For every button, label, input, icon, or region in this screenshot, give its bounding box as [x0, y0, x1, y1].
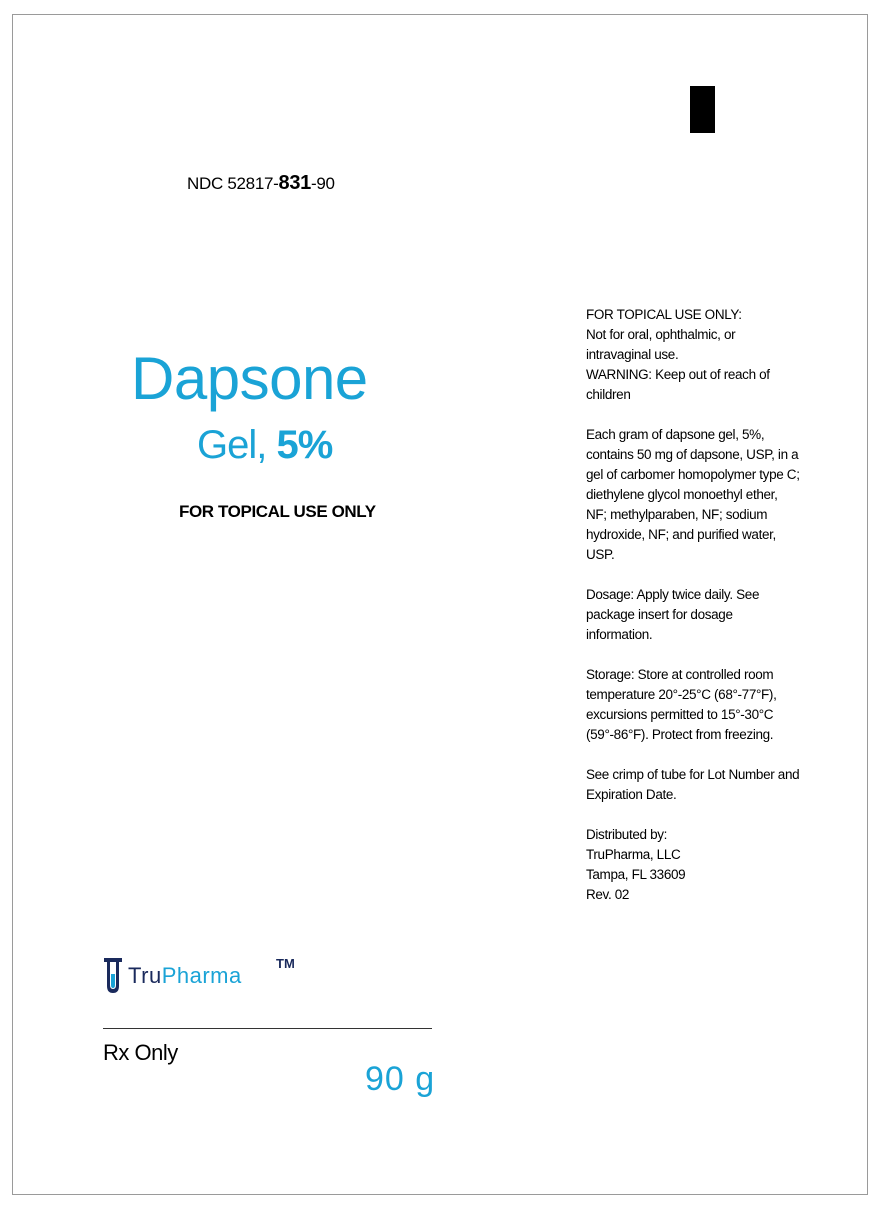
logo-wordmark: TruPharma — [128, 963, 242, 988]
composition-block: Each gram of dapsone gel, 5%, contains 50 mg of dapsone, USP, in a gel of carbomer homopolymer type C; diethylene glycol monoethyl ether, NF; methylparaben, NF; sodium hydroxide, NF; and purified water, USP. — [586, 427, 800, 562]
storage-block: Storage: Store at controlled room temperature 20°-25°C (68°-77°F), excursions permitted to 15°-30°C (59°-86°F). Protect from freezing. — [586, 667, 777, 742]
drug-name: Dapsone — [131, 345, 368, 412]
net-weight: 90 g — [365, 1060, 436, 1098]
route-statement: FOR TOPICAL USE ONLY — [179, 502, 376, 521]
divider-line — [103, 1028, 432, 1029]
lot-block: See crimp of tube for Lot Number and Expiration Date. — [586, 767, 800, 802]
drug-form-strength: Gel, 5% — [197, 423, 333, 467]
warning-block: FOR TOPICAL USE ONLY: Not for oral, ophthalmic, or intravaginal use. WARNING: Keep out of reach of children — [586, 307, 770, 402]
rx-only: Rx Only — [103, 1040, 178, 1065]
registration-mark — [690, 86, 715, 133]
distributor-block: Distributed by: TruPharma, LLC Tampa, FL 33609 Rev. 02 — [586, 827, 686, 902]
test-tube-logo-icon — [104, 958, 122, 994]
side-panel-text — [586, 305, 831, 905]
dosage-block: Dosage: Apply twice daily. See package insert for dosage information. — [586, 587, 760, 642]
ndc-number: NDC 52817-831-90 — [187, 172, 335, 194]
trademark-symbol: TM — [276, 956, 295, 971]
